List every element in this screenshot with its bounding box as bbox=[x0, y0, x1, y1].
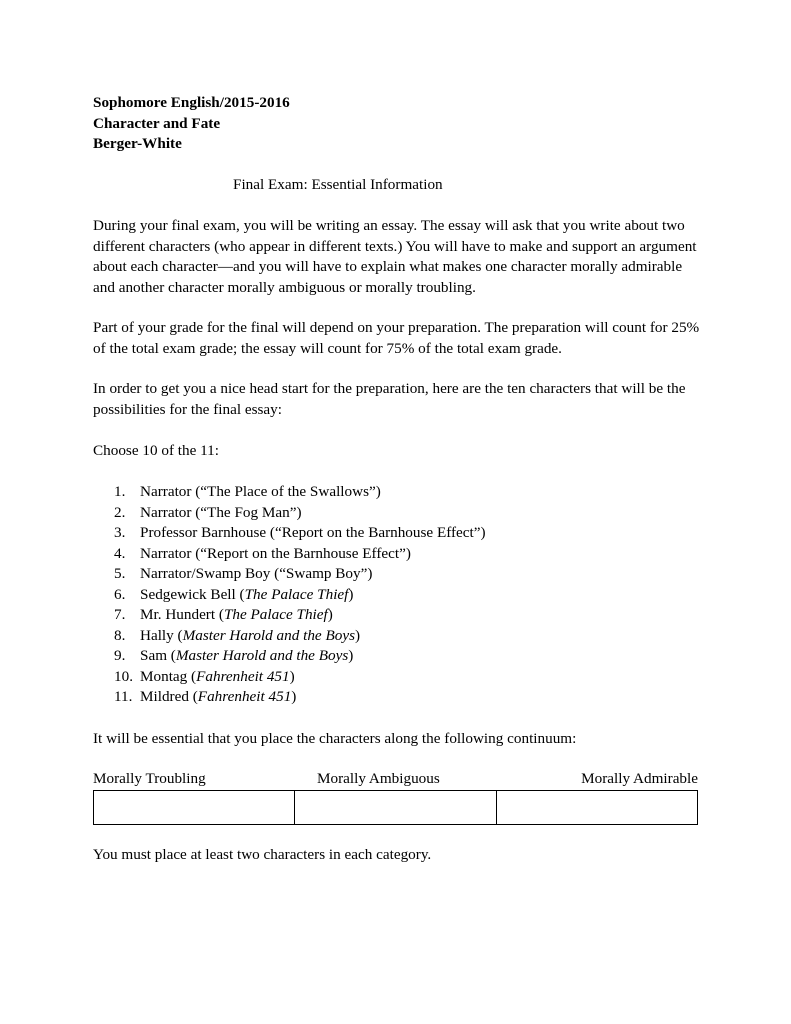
work-title: “Report on the Barnhouse Effect” bbox=[274, 524, 481, 541]
teacher-name: Berger-White bbox=[93, 135, 182, 152]
work-title: Master Harold and the Boys bbox=[175, 647, 349, 664]
closing-instruction: You must place at least two characters in each category. bbox=[93, 846, 432, 863]
character-list-item bbox=[93, 667, 486, 688]
closing-paren: ) bbox=[375, 483, 381, 500]
character-name: Professor Barnhouse ( bbox=[140, 524, 275, 541]
character-list-item bbox=[93, 503, 486, 524]
continuum-label-admirable: Morally Admirable bbox=[581, 770, 698, 787]
character-name: Narrator ( bbox=[140, 544, 201, 562]
continuum-table bbox=[93, 790, 698, 825]
document-subtitle: Final Exam: Essential Information bbox=[233, 176, 443, 193]
closing-paren: ) bbox=[289, 667, 295, 685]
course-title: Sophomore English/2015-2016 bbox=[93, 94, 290, 111]
list-item-number: 9. bbox=[114, 647, 126, 664]
character-list-item bbox=[93, 544, 486, 565]
head-start-paragraph: In order to get you a nice head start for the preparation, here are the ten characters that will be the possibilities for the final essay: bbox=[93, 380, 686, 418]
choose-instruction: Choose 10 of the 11: bbox=[93, 442, 219, 459]
character-name: Narrator ( bbox=[140, 503, 201, 521]
continuum-label-troubling: Morally Troubling bbox=[93, 770, 206, 787]
character-name: Mildred ( bbox=[140, 688, 198, 705]
grading-paragraph: Part of your grade for the final will depend on your preparation. The preparation will count for 25% of the total exam grade; the essay will count for 75% of the total exam grade. bbox=[93, 319, 700, 357]
list-item-number: 2. bbox=[114, 503, 126, 521]
work-title: “Report on the Barnhouse Effect” bbox=[200, 544, 406, 562]
character-name: Sedgewick Bell ( bbox=[140, 585, 245, 603]
continuum-cell-admirable bbox=[496, 791, 697, 825]
character-name: Narrator ( bbox=[140, 483, 201, 500]
list-item-number: 6. bbox=[114, 585, 126, 603]
closing-paren: ) bbox=[291, 688, 297, 705]
list-item-number: 5. bbox=[114, 565, 126, 582]
character-list bbox=[93, 482, 486, 708]
character-list-item bbox=[93, 585, 486, 606]
work-title: The Palace Thief bbox=[223, 606, 328, 623]
work-title: Master Harold and the Boys bbox=[182, 626, 355, 644]
list-item-number: 1. bbox=[114, 483, 126, 500]
list-item-number: 7. bbox=[114, 606, 126, 623]
character-name: Montag ( bbox=[140, 667, 197, 685]
list-item-number: 3. bbox=[114, 524, 126, 541]
continuum-labels bbox=[93, 769, 698, 789]
continuum-cell-ambiguous bbox=[295, 791, 496, 825]
character-name: Narrator/Swamp Boy ( bbox=[140, 565, 280, 582]
closing-paren: ) bbox=[480, 524, 486, 541]
character-list-item bbox=[93, 564, 486, 585]
continuum-label-ambiguous: Morally Ambiguous bbox=[317, 770, 440, 787]
document-header bbox=[93, 93, 290, 155]
list-item-number: 4. bbox=[114, 544, 126, 562]
closing-paren: ) bbox=[327, 606, 333, 623]
character-list-item bbox=[93, 626, 486, 647]
work-title: Fahrenheit 451 bbox=[196, 667, 290, 685]
closing-paren: ) bbox=[348, 647, 354, 664]
list-item-number: 10. bbox=[114, 667, 133, 685]
closing-paren: ) bbox=[367, 565, 373, 582]
list-item-number: 11. bbox=[114, 688, 133, 705]
character-list-item bbox=[93, 605, 486, 626]
closing-paren: ) bbox=[348, 585, 354, 603]
character-list-item bbox=[93, 646, 486, 667]
intro-paragraph: During your final exam, you will be writing an essay. The essay will ask that you write about two different characters (who appear in different texts.) You will have to make and support an argument about each character—and you will have to explain what makes one character morally admirable and another character morally ambiguous or morally troubling. bbox=[93, 217, 697, 296]
character-list-item bbox=[93, 523, 486, 544]
list-item-number: 8. bbox=[114, 626, 126, 644]
work-title: “Swamp Boy” bbox=[279, 565, 368, 582]
closing-paren: ) bbox=[355, 626, 361, 644]
character-name: Mr. Hundert ( bbox=[140, 606, 224, 623]
continuum-intro: It will be essential that you place the characters along the following continuum: bbox=[93, 730, 577, 747]
continuum-row bbox=[94, 791, 698, 825]
closing-paren: ) bbox=[405, 544, 411, 562]
character-name: Hally ( bbox=[140, 626, 183, 644]
character-name: Sam ( bbox=[140, 647, 176, 664]
character-list-item bbox=[93, 482, 486, 503]
work-title: “The Place of the Swallows” bbox=[200, 483, 376, 500]
work-title: Fahrenheit 451 bbox=[197, 688, 292, 705]
work-title: “The Fog Man” bbox=[200, 503, 297, 521]
unit-title: Character and Fate bbox=[93, 114, 221, 132]
closing-paren: ) bbox=[296, 503, 302, 521]
continuum-cell-troubling bbox=[94, 791, 295, 825]
work-title: The Palace Thief bbox=[244, 585, 349, 603]
character-list-item bbox=[93, 687, 486, 708]
